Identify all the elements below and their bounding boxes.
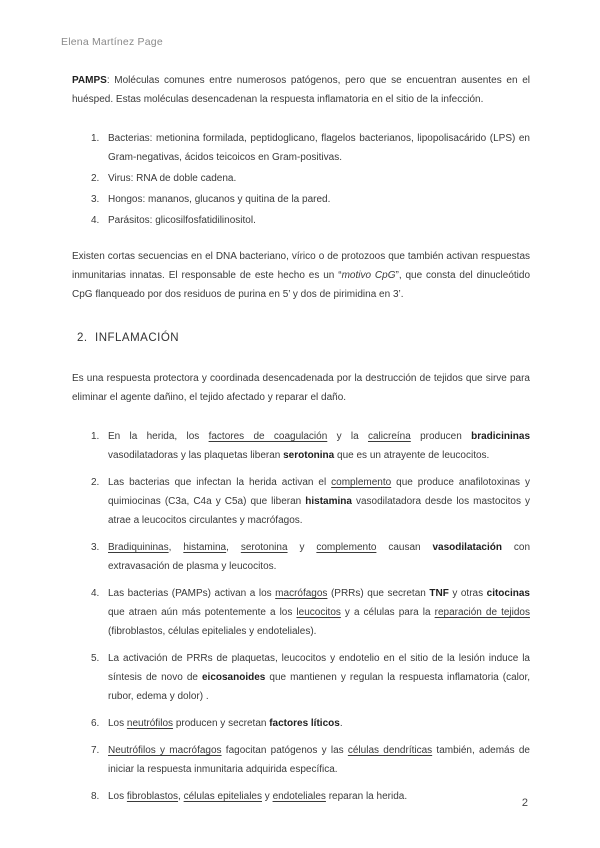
document-body: [72, 71, 530, 814]
section-heading: [72, 329, 530, 348]
pamps-list: [72, 129, 530, 230]
list-item: 2. Las bacterias que infectan la herida activan el complemento que produce anafilotoxinas y quimiocinas (C3a, C4a y C5a) que liberan histamina vasodilatadora desde los mastocitos y atrae a leucocitos circulantes y macrófagos.: [91, 477, 531, 526]
list-item: 4. Las bacterias (PAMPs) activan a los macrófagos (PRRs) que secretan TNF y otras citocinas que atraen aún más potentemente a los leucocitos y a células para la reparación de tejidos (fibroblastos, células epiteliales y endoteliales).: [91, 588, 530, 637]
page-number: 2: [521, 797, 528, 809]
list-item: 5. La activación de PRRs de plaquetas, leucocitos y endotelio en el sitio de la lesión induce la síntesis de novo de eicosanoides que mantienen y regulan la respuesta inflamatoria (calor, rubor, edema y dolor) .: [91, 653, 530, 702]
list-item: 8. Los fibroblastos, células epiteliales y endoteliales reparan la herida.: [91, 791, 408, 802]
list-item: 3. Bradiquininas, histamina, serotonina y complemento causan vasodilatación con extravasación de plasma y leucocitos.: [91, 542, 531, 572]
list-item: 4. Parásitos: glicosilfosfatidilinositol.: [91, 215, 256, 226]
list-item: 2. Virus: RNA de doble cadena.: [91, 173, 237, 184]
list-item: 1. En la herida, los factores de coagulación y la calicreína producen bradicininas vasodilatadoras y las plaquetas liberan serotonina que es un atrayente de leucocitos.: [91, 431, 531, 461]
list-item: 1. Bacterias: metionina formilada, peptidoglicano, flagelos bacterianos, lipopolisacárido (LPS) en Gram-negativas, ácidos teicoicos en Gram-positivas.: [91, 133, 530, 163]
section-title: INFLAMACIÓN: [95, 332, 180, 344]
list-item: 6. Los neutrófilos producen y secretan factores líticos.: [91, 718, 343, 729]
pamps-term: PAMPS: [72, 75, 107, 86]
cpg-motif: motivo CpG: [341, 270, 396, 281]
pamps-paragraph: [72, 71, 530, 109]
inflamacion-intro: Es una respuesta protectora y coordinada desencadenada por la destrucción de tejidos que sirve para eliminar el agente dañino, el tejido afectado y reparar el daño.: [72, 373, 530, 403]
section-number: 2.: [77, 332, 88, 344]
list-item: 7. Neutrófilos y macrófagos fagocitan patógenos y las células dendríticas también, además de iniciar la respuesta inmunitaria adquirida específica.: [91, 745, 530, 775]
inflammation-steps-list: [72, 427, 530, 806]
pamps-definition: : Moléculas comunes entre numerosos patógenos, pero que se encuentran ausentes en el huésped. Estas moléculas desencadenan la respuesta inflamatoria en el sitio de la infección.: [72, 75, 530, 105]
cpg-paragraph: Existen cortas secuencias en el DNA bacteriano, vírico o de protozoos que también activan respuestas inmunitarias innatas. El responsable de este hecho es un “motivo CpG”, que consta del dinucleótido CpG flanqueado por dos residuos de purina en 5’ y dos de pirimidina en 3’.: [72, 251, 531, 300]
list-item: 3. Hongos: mananos, glucanos y quitina de la pared.: [91, 194, 331, 205]
page-header-author: Elena Martínez Page: [61, 36, 163, 48]
